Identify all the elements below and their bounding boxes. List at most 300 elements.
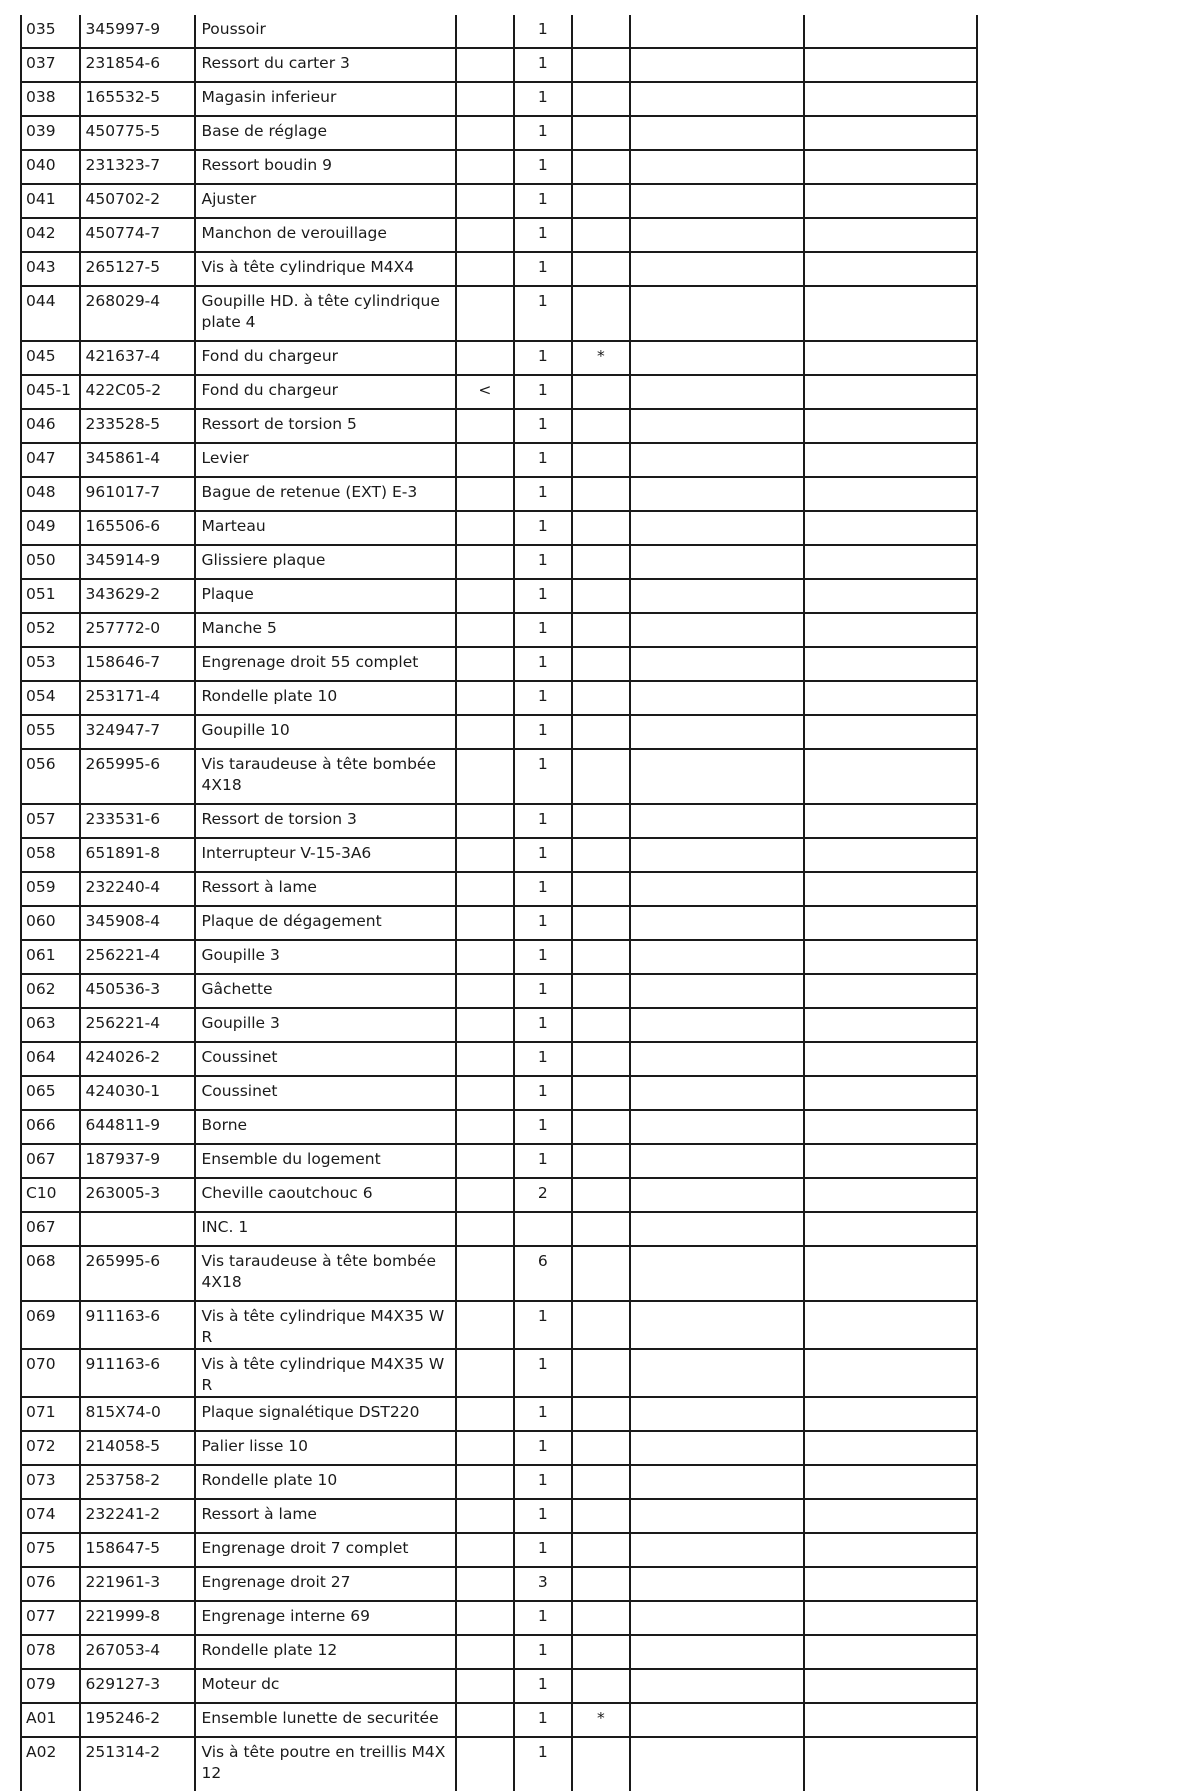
marker-cell — [572, 218, 631, 252]
note-cell — [456, 184, 515, 218]
description-cell: Rondelle plate 10 — [195, 681, 455, 715]
note-cell — [456, 1465, 515, 1499]
quantity-cell: 1 — [514, 218, 571, 252]
item-number-cell: 067 — [21, 1212, 80, 1246]
empty-cell — [804, 1533, 978, 1567]
table-row — [21, 409, 977, 443]
table-row — [21, 184, 977, 218]
empty-cell — [630, 681, 803, 715]
item-number-cell: 048 — [21, 477, 80, 511]
note-cell — [456, 1499, 515, 1533]
marker-cell — [572, 1301, 631, 1349]
marker-cell — [572, 906, 631, 940]
item-number-cell: 062 — [21, 974, 80, 1008]
table-row — [21, 1110, 977, 1144]
quantity-cell: 1 — [514, 443, 571, 477]
item-number-cell: 035 — [21, 15, 80, 48]
item-number-cell: 058 — [21, 838, 80, 872]
marker-cell — [572, 647, 631, 681]
description-cell: Ressort à lame — [195, 872, 455, 906]
description-cell: Plaque signalétique DST220 — [195, 1397, 455, 1431]
marker-cell: * — [572, 341, 631, 375]
empty-cell — [630, 218, 803, 252]
note-cell — [456, 579, 515, 613]
description-cell: Ressort à lame — [195, 1499, 455, 1533]
empty-cell — [804, 613, 978, 647]
marker-cell — [572, 1349, 631, 1397]
empty-cell — [804, 872, 978, 906]
description-cell: Engrenage droit 27 — [195, 1567, 455, 1601]
description-cell: Vis à tête cylindrique M4X35 WR — [195, 1301, 455, 1349]
table-row — [21, 804, 977, 838]
empty-cell — [804, 1669, 978, 1703]
item-number-cell: C10 — [21, 1178, 80, 1212]
quantity-cell: 1 — [514, 1703, 571, 1737]
empty-cell — [630, 511, 803, 545]
item-number-cell: 041 — [21, 184, 80, 218]
marker-cell — [572, 1635, 631, 1669]
item-number-cell: 065 — [21, 1076, 80, 1110]
item-number-cell: 047 — [21, 443, 80, 477]
marker-cell — [572, 872, 631, 906]
item-number-cell: 045-1 — [21, 375, 80, 409]
description-cell: Ensemble lunette de securitée — [195, 1703, 455, 1737]
quantity-cell: 1 — [514, 82, 571, 116]
description-cell: Palier lisse 10 — [195, 1431, 455, 1465]
part-number-cell: 195246-2 — [80, 1703, 196, 1737]
note-cell — [456, 872, 515, 906]
note-cell: < — [456, 375, 515, 409]
description-cell: Manche 5 — [195, 613, 455, 647]
table-row — [21, 1301, 977, 1349]
description-cell: Fond du chargeur — [195, 341, 455, 375]
description-cell: Bague de retenue (EXT) E-3 — [195, 477, 455, 511]
quantity-cell: 1 — [514, 511, 571, 545]
part-number-cell: 424026-2 — [80, 1042, 196, 1076]
empty-cell — [804, 1301, 978, 1349]
empty-cell — [630, 872, 803, 906]
empty-cell — [630, 1008, 803, 1042]
table-row — [21, 872, 977, 906]
description-cell: Ressort boudin 9 — [195, 150, 455, 184]
part-number-cell: 629127-3 — [80, 1669, 196, 1703]
table-row — [21, 715, 977, 749]
description-cell: Goupille 10 — [195, 715, 455, 749]
empty-cell — [804, 749, 978, 804]
part-number-cell: 450702-2 — [80, 184, 196, 218]
note-cell — [456, 1212, 515, 1246]
empty-cell — [804, 1008, 978, 1042]
table-row — [21, 1178, 977, 1212]
empty-cell — [630, 443, 803, 477]
quantity-cell: 1 — [514, 613, 571, 647]
part-number-cell: 911163-6 — [80, 1301, 196, 1349]
quantity-cell: 1 — [514, 116, 571, 150]
note-cell — [456, 116, 515, 150]
empty-cell — [630, 974, 803, 1008]
empty-cell — [804, 286, 978, 341]
quantity-cell: 1 — [514, 1601, 571, 1635]
quantity-cell: 1 — [514, 184, 571, 218]
item-number-cell: 043 — [21, 252, 80, 286]
description-cell: Poussoir — [195, 15, 455, 48]
table-row — [21, 1042, 977, 1076]
empty-cell — [630, 252, 803, 286]
note-cell — [456, 974, 515, 1008]
item-number-cell: 056 — [21, 749, 80, 804]
description-cell: Goupille HD. à tête cylindrique plate 4 — [195, 286, 455, 341]
empty-cell — [630, 838, 803, 872]
note-cell — [456, 1246, 515, 1301]
empty-cell — [630, 1601, 803, 1635]
part-number-cell: 815X74-0 — [80, 1397, 196, 1431]
quantity-cell: 1 — [514, 906, 571, 940]
part-number-cell: 343629-2 — [80, 579, 196, 613]
empty-cell — [630, 1397, 803, 1431]
quantity-cell: 1 — [514, 545, 571, 579]
marker-cell — [572, 749, 631, 804]
empty-cell — [804, 1212, 978, 1246]
item-number-cell: 052 — [21, 613, 80, 647]
quantity-cell — [514, 1212, 571, 1246]
description-cell: Cheville caoutchouc 6 — [195, 1178, 455, 1212]
item-number-cell: 063 — [21, 1008, 80, 1042]
marker-cell — [572, 715, 631, 749]
marker-cell — [572, 579, 631, 613]
empty-cell — [630, 579, 803, 613]
note-cell — [456, 15, 515, 48]
quantity-cell: 1 — [514, 974, 571, 1008]
marker-cell — [572, 940, 631, 974]
quantity-cell: 1 — [514, 341, 571, 375]
part-number-cell: 251314-2 — [80, 1737, 196, 1791]
description-cell: Glissiere plaque — [195, 545, 455, 579]
part-number-cell: 450536-3 — [80, 974, 196, 1008]
part-number-cell: 961017-7 — [80, 477, 196, 511]
marker-cell — [572, 1212, 631, 1246]
table-row — [21, 1212, 977, 1246]
marker-cell — [572, 15, 631, 48]
note-cell — [456, 286, 515, 341]
table-row — [21, 681, 977, 715]
empty-cell — [804, 82, 978, 116]
description-cell: Vis taraudeuse à tête bombée 4X18 — [195, 749, 455, 804]
quantity-cell: 1 — [514, 1144, 571, 1178]
note-cell — [456, 715, 515, 749]
note-cell — [456, 940, 515, 974]
note-cell — [456, 443, 515, 477]
note-cell — [456, 1076, 515, 1110]
table-row — [21, 218, 977, 252]
marker-cell — [572, 116, 631, 150]
marker-cell — [572, 477, 631, 511]
table-row — [21, 545, 977, 579]
item-number-cell: 070 — [21, 1349, 80, 1397]
part-number-cell: 253758-2 — [80, 1465, 196, 1499]
empty-cell — [630, 409, 803, 443]
empty-cell — [804, 184, 978, 218]
marker-cell — [572, 1246, 631, 1301]
item-number-cell: 037 — [21, 48, 80, 82]
empty-cell — [630, 48, 803, 82]
empty-cell — [630, 15, 803, 48]
part-number-cell: 256221-4 — [80, 1008, 196, 1042]
item-number-cell: 042 — [21, 218, 80, 252]
item-number-cell: 075 — [21, 1533, 80, 1567]
description-cell: Vis à tête cylindrique M4X4 — [195, 252, 455, 286]
marker-cell — [572, 184, 631, 218]
table-row — [21, 341, 977, 375]
marker-cell — [572, 409, 631, 443]
empty-cell — [630, 804, 803, 838]
note-cell — [456, 1397, 515, 1431]
table-row — [21, 1008, 977, 1042]
empty-cell — [804, 545, 978, 579]
note-cell — [456, 341, 515, 375]
note-cell — [456, 1635, 515, 1669]
note-cell — [456, 749, 515, 804]
table-row — [21, 1499, 977, 1533]
part-number-cell: 345908-4 — [80, 906, 196, 940]
item-number-cell: 079 — [21, 1669, 80, 1703]
table-row — [21, 1533, 977, 1567]
table-row — [21, 974, 977, 1008]
item-number-cell: 060 — [21, 906, 80, 940]
part-number-cell: 158646-7 — [80, 647, 196, 681]
part-number-cell: 424030-1 — [80, 1076, 196, 1110]
item-number-cell: 074 — [21, 1499, 80, 1533]
marker-cell — [572, 48, 631, 82]
item-number-cell: 046 — [21, 409, 80, 443]
part-number-cell: 232241-2 — [80, 1499, 196, 1533]
note-cell — [456, 477, 515, 511]
note-cell — [456, 1669, 515, 1703]
part-number-cell: 265995-6 — [80, 1246, 196, 1301]
quantity-cell: 1 — [514, 1301, 571, 1349]
marker-cell — [572, 1669, 631, 1703]
part-number-cell: 265127-5 — [80, 252, 196, 286]
part-number-cell: 268029-4 — [80, 286, 196, 341]
item-number-cell: 076 — [21, 1567, 80, 1601]
note-cell — [456, 838, 515, 872]
quantity-cell: 1 — [514, 1008, 571, 1042]
empty-cell — [630, 749, 803, 804]
quantity-cell: 6 — [514, 1246, 571, 1301]
note-cell — [456, 613, 515, 647]
table-row — [21, 1669, 977, 1703]
part-number-cell: 158647-5 — [80, 1533, 196, 1567]
empty-cell — [804, 1246, 978, 1301]
empty-cell — [630, 477, 803, 511]
parts-table — [20, 15, 978, 1791]
part-number-cell: 263005-3 — [80, 1178, 196, 1212]
empty-cell — [630, 1076, 803, 1110]
empty-cell — [804, 409, 978, 443]
description-cell: Gâchette — [195, 974, 455, 1008]
empty-cell — [630, 1246, 803, 1301]
empty-cell — [630, 1635, 803, 1669]
table-row — [21, 82, 977, 116]
item-number-cell: 054 — [21, 681, 80, 715]
empty-cell — [630, 1669, 803, 1703]
marker-cell — [572, 1465, 631, 1499]
quantity-cell: 1 — [514, 1669, 571, 1703]
empty-cell — [630, 647, 803, 681]
marker-cell — [572, 1431, 631, 1465]
empty-cell — [804, 974, 978, 1008]
description-cell: Moteur dc — [195, 1669, 455, 1703]
marker-cell — [572, 1076, 631, 1110]
table-row — [21, 1567, 977, 1601]
quantity-cell: 1 — [514, 1499, 571, 1533]
empty-cell — [804, 1465, 978, 1499]
note-cell — [456, 48, 515, 82]
table-row — [21, 116, 977, 150]
marker-cell — [572, 1144, 631, 1178]
marker-cell — [572, 1042, 631, 1076]
empty-cell — [804, 804, 978, 838]
empty-cell — [630, 1567, 803, 1601]
marker-cell — [572, 1178, 631, 1212]
description-cell: Manchon de verouillage — [195, 218, 455, 252]
part-number-cell: 165506-6 — [80, 511, 196, 545]
part-number-cell: 187937-9 — [80, 1144, 196, 1178]
empty-cell — [804, 715, 978, 749]
note-cell — [456, 906, 515, 940]
description-cell: Vis à tête cylindrique M4X35 WR — [195, 1349, 455, 1397]
note-cell — [456, 1431, 515, 1465]
empty-cell — [804, 48, 978, 82]
marker-cell — [572, 1601, 631, 1635]
note-cell — [456, 1008, 515, 1042]
table-row — [21, 48, 977, 82]
part-number-cell: 911163-6 — [80, 1349, 196, 1397]
quantity-cell: 1 — [514, 872, 571, 906]
item-number-cell: 078 — [21, 1635, 80, 1669]
empty-cell — [630, 116, 803, 150]
part-number-cell: 221999-8 — [80, 1601, 196, 1635]
description-cell: Ensemble du logement — [195, 1144, 455, 1178]
quantity-cell: 1 — [514, 1635, 571, 1669]
marker-cell: * — [572, 1703, 631, 1737]
item-number-cell: 068 — [21, 1246, 80, 1301]
part-number-cell: 265995-6 — [80, 749, 196, 804]
table-row — [21, 1397, 977, 1431]
empty-cell — [804, 1737, 978, 1791]
item-number-cell: 059 — [21, 872, 80, 906]
part-number-cell: 231323-7 — [80, 150, 196, 184]
quantity-cell: 3 — [514, 1567, 571, 1601]
marker-cell — [572, 1567, 631, 1601]
empty-cell — [804, 477, 978, 511]
table-row — [21, 1246, 977, 1301]
empty-cell — [630, 82, 803, 116]
item-number-cell: 053 — [21, 647, 80, 681]
description-cell: Ressort de torsion 5 — [195, 409, 455, 443]
empty-cell — [804, 15, 978, 48]
item-number-cell: 073 — [21, 1465, 80, 1499]
marker-cell — [572, 1737, 631, 1791]
item-number-cell: 069 — [21, 1301, 80, 1349]
empty-cell — [804, 1703, 978, 1737]
quantity-cell: 1 — [514, 804, 571, 838]
description-cell: INC. 1 — [195, 1212, 455, 1246]
note-cell — [456, 1601, 515, 1635]
quantity-cell: 1 — [514, 1533, 571, 1567]
description-cell: Ressort du carter 3 — [195, 48, 455, 82]
empty-cell — [804, 1144, 978, 1178]
empty-cell — [804, 1567, 978, 1601]
table-row — [21, 647, 977, 681]
quantity-cell: 1 — [514, 15, 571, 48]
part-number-cell: 165532-5 — [80, 82, 196, 116]
table-row — [21, 749, 977, 804]
empty-cell — [630, 715, 803, 749]
table-row — [21, 375, 977, 409]
empty-cell — [630, 1533, 803, 1567]
item-number-cell: 051 — [21, 579, 80, 613]
note-cell — [456, 409, 515, 443]
description-cell: Interrupteur V-15-3A6 — [195, 838, 455, 872]
note-cell — [456, 1042, 515, 1076]
description-cell: Levier — [195, 443, 455, 477]
quantity-cell: 1 — [514, 1397, 571, 1431]
note-cell — [456, 1703, 515, 1737]
part-number-cell: 421637-4 — [80, 341, 196, 375]
table-row — [21, 286, 977, 341]
marker-cell — [572, 1499, 631, 1533]
marker-cell — [572, 443, 631, 477]
item-number-cell: 066 — [21, 1110, 80, 1144]
empty-cell — [804, 1076, 978, 1110]
table-row — [21, 613, 977, 647]
empty-cell — [630, 150, 803, 184]
quantity-cell: 1 — [514, 1349, 571, 1397]
note-cell — [456, 545, 515, 579]
part-number-cell: 231854-6 — [80, 48, 196, 82]
part-number-cell: 345861-4 — [80, 443, 196, 477]
description-cell: Engrenage droit 55 complet — [195, 647, 455, 681]
empty-cell — [630, 1703, 803, 1737]
empty-cell — [804, 1397, 978, 1431]
description-cell: Coussinet — [195, 1042, 455, 1076]
empty-cell — [630, 940, 803, 974]
table-row — [21, 1076, 977, 1110]
empty-cell — [630, 1212, 803, 1246]
item-number-cell: 067 — [21, 1144, 80, 1178]
empty-cell — [630, 613, 803, 647]
marker-cell — [572, 545, 631, 579]
quantity-cell: 1 — [514, 1076, 571, 1110]
note-cell — [456, 647, 515, 681]
empty-cell — [630, 1349, 803, 1397]
part-number-cell: 644811-9 — [80, 1110, 196, 1144]
quantity-cell: 1 — [514, 409, 571, 443]
empty-cell — [804, 443, 978, 477]
empty-cell — [804, 252, 978, 286]
description-cell: Rondelle plate 12 — [195, 1635, 455, 1669]
quantity-cell: 1 — [514, 1110, 571, 1144]
quantity-cell: 1 — [514, 681, 571, 715]
description-cell: Engrenage interne 69 — [195, 1601, 455, 1635]
empty-cell — [630, 1499, 803, 1533]
note-cell — [456, 1178, 515, 1212]
part-number-cell: 422C05-2 — [80, 375, 196, 409]
quantity-cell: 1 — [514, 150, 571, 184]
item-number-cell: 049 — [21, 511, 80, 545]
empty-cell — [804, 116, 978, 150]
empty-cell — [804, 681, 978, 715]
